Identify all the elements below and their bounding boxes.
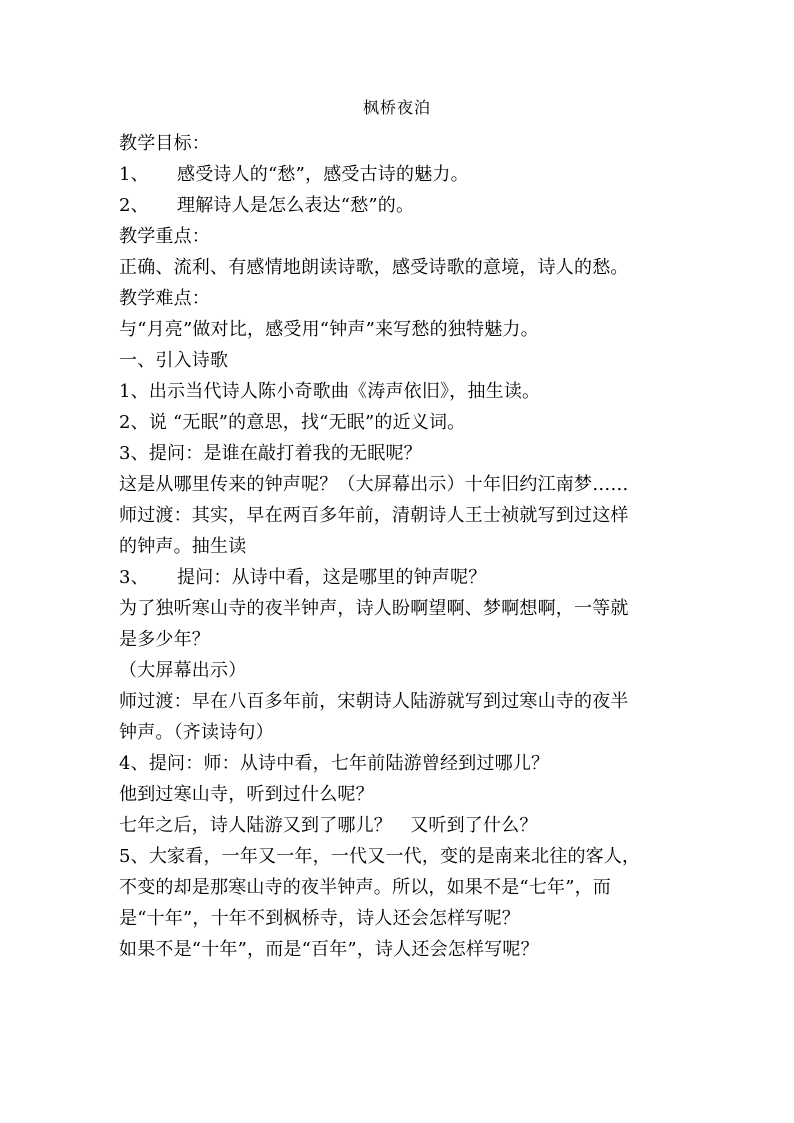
text-line bbox=[119, 686, 699, 717]
text-line bbox=[119, 748, 699, 779]
text-line bbox=[119, 562, 699, 593]
line-text: 是多少年？ bbox=[119, 629, 210, 650]
line-text: 他到过寒山寺，听到过什么呢？ bbox=[119, 784, 374, 805]
text-line bbox=[119, 252, 699, 283]
line-text: 4、提问：师：从诗中看，七年前陆游曾经到过哪儿？ bbox=[119, 753, 550, 774]
text-line bbox=[119, 655, 699, 686]
line-text: 教学目标： bbox=[119, 133, 210, 154]
text-line bbox=[119, 593, 699, 624]
line-number: 1、 bbox=[119, 164, 149, 185]
text-line bbox=[119, 314, 699, 345]
line-text: 5、大家看，一年又一年，一代又一代，变的是南来北往的客人， bbox=[119, 846, 641, 867]
line-text: 1、出示当代诗人陈小奇歌曲《涛声依旧》，抽生读。 bbox=[119, 381, 541, 402]
line-text: 理解诗人是怎么表达“愁”的。 bbox=[177, 195, 415, 216]
text-line bbox=[119, 717, 699, 748]
line-text: （大屏幕出示） bbox=[119, 660, 247, 681]
text-line bbox=[119, 872, 699, 903]
line-text: 七年之后，诗人陆游又到了哪儿？ 又听到了什么？ bbox=[119, 815, 538, 836]
line-text: 不变的却是那寒山寺的夜半钟声。所以，如果不是“七年”，而 bbox=[119, 877, 612, 898]
line-text: 提问：从诗中看，这是哪里的钟声呢？ bbox=[177, 567, 487, 588]
line-number: 2、 bbox=[119, 195, 149, 216]
text-line bbox=[119, 283, 699, 314]
text-line bbox=[119, 934, 699, 965]
text-line bbox=[119, 531, 699, 562]
text-line bbox=[119, 779, 699, 810]
line-text: 2、说 “无眠”的意思，找“无眠”的近义词。 bbox=[119, 412, 466, 433]
line-text: 师过渡：其实，早在两百多年前，清朝诗人王士祯就写到过这样 bbox=[119, 505, 629, 526]
text-line bbox=[119, 903, 699, 934]
text-line bbox=[119, 810, 699, 841]
line-text: 与“月亮”做对比，感受用“钟声”来写愁的独特魅力。 bbox=[119, 319, 539, 340]
text-line bbox=[119, 345, 699, 376]
text-line bbox=[119, 624, 699, 655]
line-text: 教学难点： bbox=[119, 288, 210, 309]
line-text: 是“十年”，十年不到枫桥寺，诗人还会怎样写呢？ bbox=[119, 908, 521, 929]
line-text: 钟声。（齐读诗句） bbox=[119, 722, 274, 743]
text-line bbox=[119, 190, 699, 221]
line-text: 如果不是“十年”，而是“百年”，诗人还会怎样写呢？ bbox=[119, 939, 539, 960]
text-line bbox=[119, 221, 699, 252]
text-line bbox=[119, 469, 699, 500]
document-title: 枫桥夜泊 bbox=[362, 98, 431, 117]
line-text: 的钟声。抽生读 bbox=[119, 536, 247, 557]
line-text: 正确、流利、有感情地朗读诗歌，感受诗歌的意境，诗人的愁。 bbox=[119, 257, 629, 278]
line-text: 师过渡：早在八百多年前，宋朝诗人陆游就写到过寒山寺的夜半 bbox=[119, 691, 629, 712]
document-body bbox=[119, 128, 699, 965]
text-line bbox=[119, 128, 699, 159]
text-line bbox=[119, 438, 699, 469]
text-line bbox=[119, 376, 699, 407]
line-text: 3、提问：是谁在敲打着我的无眠呢？ bbox=[119, 443, 422, 464]
line-text: 感受诗人的“愁”，感受古诗的魅力。 bbox=[177, 164, 469, 185]
text-line bbox=[119, 841, 699, 872]
line-text: 为了独听寒山寺的夜半钟声，诗人盼啊望啊、梦啊想啊，一等就 bbox=[119, 598, 629, 619]
text-line bbox=[119, 500, 699, 531]
text-line bbox=[119, 159, 699, 190]
line-text: 一、引入诗歌 bbox=[119, 350, 229, 371]
line-number: 3、 bbox=[119, 567, 149, 588]
line-text: 这是从哪里传来的钟声呢？（大屏幕出示）十年旧约江南梦…… bbox=[119, 474, 629, 495]
line-text: 教学重点： bbox=[119, 226, 210, 247]
text-line bbox=[119, 407, 699, 438]
